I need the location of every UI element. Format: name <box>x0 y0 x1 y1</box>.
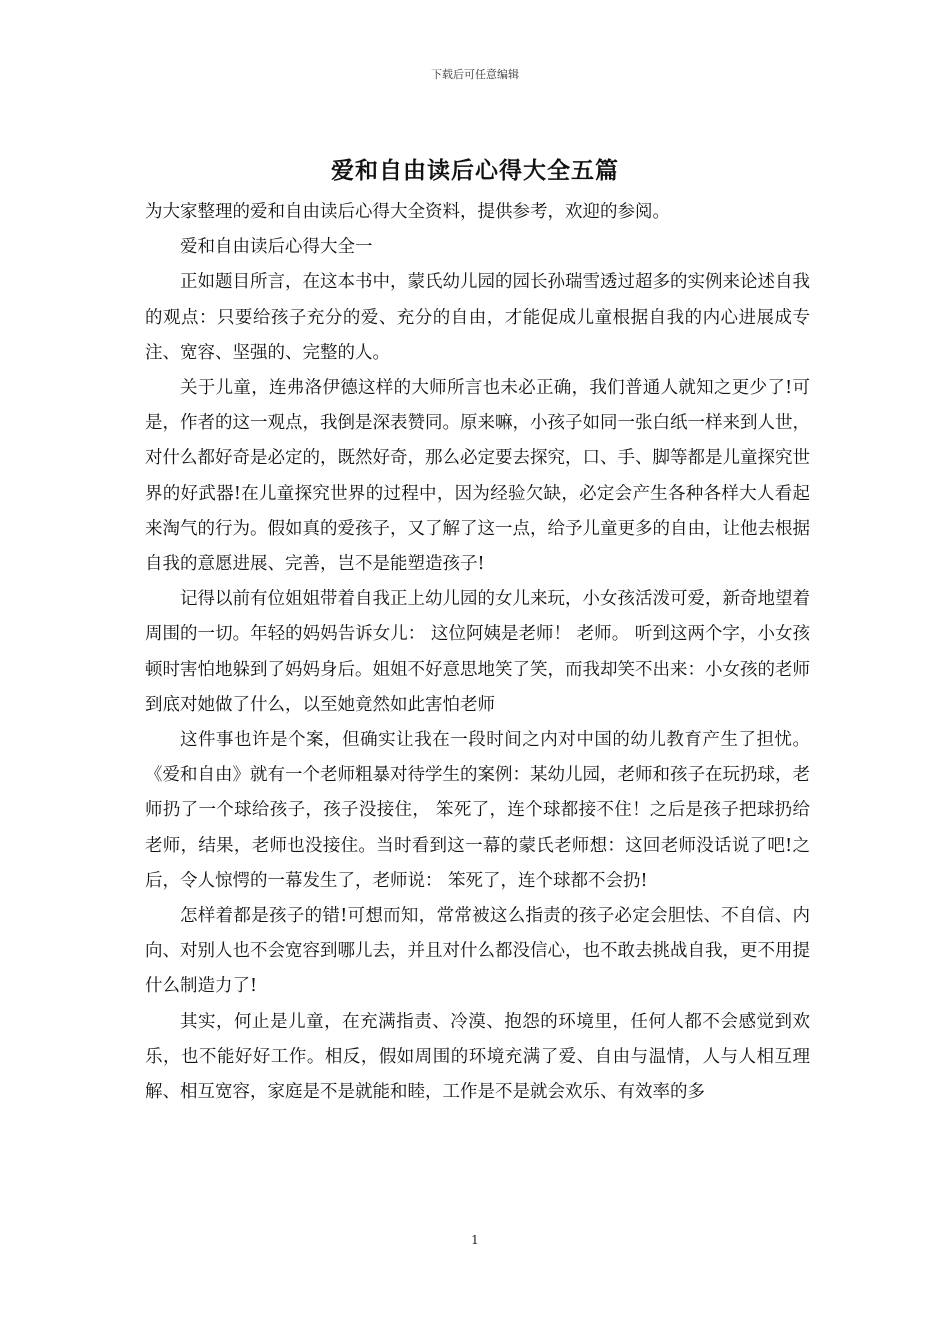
body-paragraph-6: 其实，何止是儿童，在充满指责、冷漠、抱怨的环境里，任何人都不会感觉到欢乐，也不能好好工作。相反，假如周围的环境充满了爱、自由与温情，人与人相互理解、相互宽容，家庭是不是就能和睦，工作是不是就会欢乐、有效率的多 <box>145 1011 810 1103</box>
document-title: 爱和自由读后心得大全五篇 <box>331 157 619 184</box>
page-number: 1 <box>471 1233 479 1247</box>
header-note: 下载后可任意编辑 <box>431 68 519 81</box>
body-paragraph-3: 记得以前有位姐姐带着自我正上幼儿园的女儿来玩，小女孩活泼可爱，新奇地望着周围的一切。年轻的妈妈告诉女儿： 这位阿姨是老师！ 老师。 听到这两个字，小女孩顿时害怕地躲到了妈妈身后。姐姐不好意思地笑了笑，而我却笑不出来：小女孩的老师到底对她做了什么，以至她竟然如此害怕老师 <box>145 589 810 715</box>
body-paragraph-5: 怎样着都是孩子的错!可想而知，常常被这么指责的孩子必定会胆怯、不自信、内向、对别人也不会宽容到哪儿去，并且对什么都没信心，也不敢去挑战自我，更不用提什么制造力了! <box>145 906 810 997</box>
document-body <box>145 195 810 1110</box>
section-heading: 爱和自由读后心得大全一 <box>180 237 373 258</box>
intro-paragraph: 为大家整理的爱和自由读后心得大全资料，提供参考，欢迎的参阅。 <box>145 202 670 222</box>
body-paragraph-1: 正如题目所言，在这本书中，蒙氏幼儿园的园长孙瑞雪透过超多的实例来论述自我的观点：只要给孩子充分的爱、充分的自由，才能促成儿童根据自我的内心进展成专注、宽容、坚强的、完整的人。 <box>145 272 810 363</box>
body-paragraph-4: 这件事也许是个案，但确实让我在一段时间之内对中国的幼儿教育产生了担忧。《爱和自由》就有一个老师粗暴对待学生的案例：某幼儿园，老师和孩子在玩扔球，老师扔了一个球给孩子，孩子没接住， 笨死了，连个球都接不住！之后是孩子把球扔给老师，结果，老师也没接住。当时看到这一幕的蒙氏老师想：这回老师没话说了吧!之后，令人惊愕的一幕发生了，老师说： 笨死了，连个球都不会扔! <box>145 730 810 891</box>
body-paragraph-2: 关于儿童，连弗洛伊德这样的大师所言也未必正确，我们普通人就知之更少了!可是，作者的这一观点，我倒是深表赞同。原来嘛，小孩子如同一张白纸一样来到人世，对什么都好奇是必定的，既然好奇，那么必定要去探究，口、手、脚等都是儿童探究世界的好武器!在儿童探究世界的过程中，因为经验欠缺，必定会产生各种各样大人看起来淘气的行为。假如真的爱孩子，又了解了这一点，给予儿童更多的自由，让他去根据自我的意愿进展、完善，岂不是能塑造孩子! <box>145 378 810 575</box>
